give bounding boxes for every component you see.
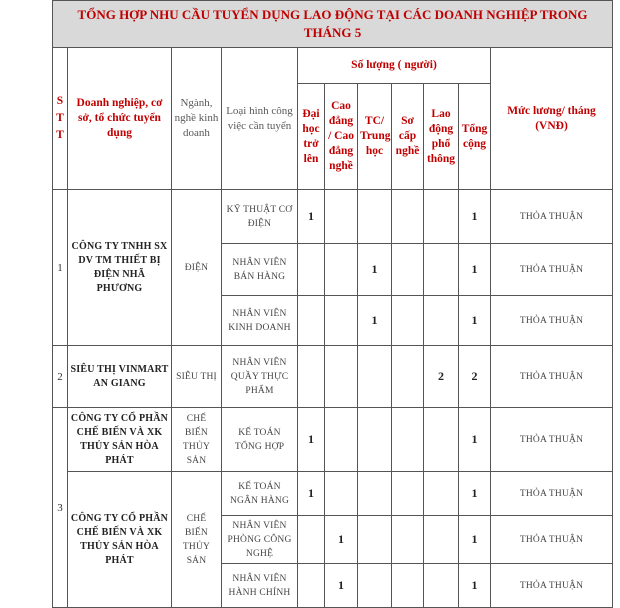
college-cell — [325, 190, 358, 244]
job-cell: NHÂN VIÊN QUẦY THỰC PHẨM — [222, 346, 298, 408]
salary-cell: THỎA THUẬN — [491, 564, 613, 608]
college-cell — [325, 346, 358, 408]
header-job-type: Loại hình công việc cần tuyển — [222, 48, 298, 190]
header-company: Doanh nghiệp, cơ sở, tổ chức tuyển dụng — [68, 48, 172, 190]
elementary-cell — [392, 564, 424, 608]
job-cell: NHÂN VIÊN PHÒNG CÔNG NGHỆ — [222, 516, 298, 564]
university-cell — [298, 244, 325, 296]
recruitment-summary-sheet — [52, 0, 612, 604]
table-row — [53, 346, 613, 408]
elementary-cell — [392, 408, 424, 472]
general-labor-cell — [424, 244, 459, 296]
header-elementary: Sơ cấp nghề — [392, 84, 424, 190]
salary-cell: THỎA THUẬN — [491, 408, 613, 472]
college-cell — [325, 472, 358, 516]
header-general-labor: Lao động phổ thông — [424, 84, 459, 190]
university-cell: 1 — [298, 408, 325, 472]
total-cell: 1 — [459, 472, 491, 516]
job-cell: NHÂN VIÊN KINH DOANH — [222, 296, 298, 346]
elementary-cell — [392, 190, 424, 244]
university-cell — [298, 516, 325, 564]
header-total: Tổng cộng — [459, 84, 491, 190]
intermediate-cell: 1 — [358, 244, 392, 296]
header-university: Đại học trở lên — [298, 84, 325, 190]
table-row — [53, 408, 613, 472]
industry-cell: CHẾ BIẾN THỦY SẢN — [172, 408, 222, 472]
job-cell: KỸ THUẬT CƠ ĐIỆN — [222, 190, 298, 244]
table-row — [53, 472, 613, 516]
college-cell: 1 — [325, 564, 358, 608]
job-cell: NHÂN VIÊN BÁN HÀNG — [222, 244, 298, 296]
recruitment-table — [52, 0, 613, 608]
header-industry: Ngành, nghề kinh doanh — [172, 48, 222, 190]
table-title: TỔNG HỢP NHU CẦU TUYỂN DỤNG LAO ĐỘNG TẠI CÁC DOANH NGHIỆP TRONG THÁNG 5 — [53, 1, 613, 48]
elementary-cell — [392, 346, 424, 408]
header-salary: Mức lương/ tháng (VNĐ) — [491, 48, 613, 190]
industry-cell: ĐIỆN — [172, 190, 222, 346]
intermediate-cell — [358, 516, 392, 564]
intermediate-cell — [358, 190, 392, 244]
total-cell: 2 — [459, 346, 491, 408]
university-cell — [298, 346, 325, 408]
header-intermediate: TC/ Trung học — [358, 84, 392, 190]
stt-cell: 2 — [53, 346, 68, 408]
college-cell: 1 — [325, 516, 358, 564]
college-cell — [325, 244, 358, 296]
total-cell: 1 — [459, 564, 491, 608]
job-cell: KẾ TOÁN TỔNG HỢP — [222, 408, 298, 472]
general-labor-cell — [424, 472, 459, 516]
total-cell: 1 — [459, 516, 491, 564]
salary-cell: THỎA THUẬN — [491, 346, 613, 408]
college-cell — [325, 408, 358, 472]
intermediate-cell — [358, 472, 392, 516]
elementary-cell — [392, 516, 424, 564]
stt-cell: 3 — [53, 408, 68, 608]
total-cell: 1 — [459, 244, 491, 296]
university-cell: 1 — [298, 190, 325, 244]
company-cell: SIÊU THỊ VINMART AN GIANG — [68, 346, 172, 408]
total-cell: 1 — [459, 190, 491, 244]
intermediate-cell — [358, 346, 392, 408]
company-cell: CÔNG TY CỔ PHẦN CHẾ BIẾN VÀ XK THỦY SẢN HÒA PHÁT — [68, 408, 172, 472]
salary-cell: THỎA THUẬN — [491, 244, 613, 296]
elementary-cell — [392, 296, 424, 346]
header-stt-text: STT — [56, 95, 64, 141]
general-labor-cell — [424, 564, 459, 608]
header-stt — [53, 48, 68, 190]
header-college: Cao đẳng / Cao đẳng nghề — [325, 84, 358, 190]
college-cell — [325, 296, 358, 346]
header-quantity-group: Số lượng ( người) — [298, 48, 491, 84]
university-cell — [298, 296, 325, 346]
general-labor-cell — [424, 190, 459, 244]
general-labor-cell — [424, 408, 459, 472]
salary-cell: THỎA THUẬN — [491, 516, 613, 564]
salary-cell: THỎA THUẬN — [491, 190, 613, 244]
intermediate-cell: 1 — [358, 296, 392, 346]
job-cell: NHÂN VIÊN HÀNH CHÍNH — [222, 564, 298, 608]
stt-cell: 1 — [53, 190, 68, 346]
industry-cell: SIÊU THỊ — [172, 346, 222, 408]
elementary-cell — [392, 472, 424, 516]
total-cell: 1 — [459, 296, 491, 346]
university-cell: 1 — [298, 472, 325, 516]
company-cell: CÔNG TY TNHH SX DV TM THIẾT BỊ ĐIỆN NHÃ PHƯƠNG — [68, 190, 172, 346]
elementary-cell — [392, 244, 424, 296]
intermediate-cell — [358, 564, 392, 608]
industry-cell: CHẾ BIẾN THỦY SẢN — [172, 472, 222, 608]
total-cell: 1 — [459, 408, 491, 472]
table-row — [53, 190, 613, 244]
general-labor-cell — [424, 296, 459, 346]
university-cell — [298, 564, 325, 608]
company-cell: CÔNG TY CỔ PHẦN CHẾ BIẾN VÀ XK THỦY SẢN HÒA PHÁT — [68, 472, 172, 608]
general-labor-cell: 2 — [424, 346, 459, 408]
salary-cell: THỎA THUẬN — [491, 296, 613, 346]
salary-cell: THỎA THUẬN — [491, 472, 613, 516]
intermediate-cell — [358, 408, 392, 472]
general-labor-cell — [424, 516, 459, 564]
job-cell: KẾ TOÁN NGÂN HÀNG — [222, 472, 298, 516]
